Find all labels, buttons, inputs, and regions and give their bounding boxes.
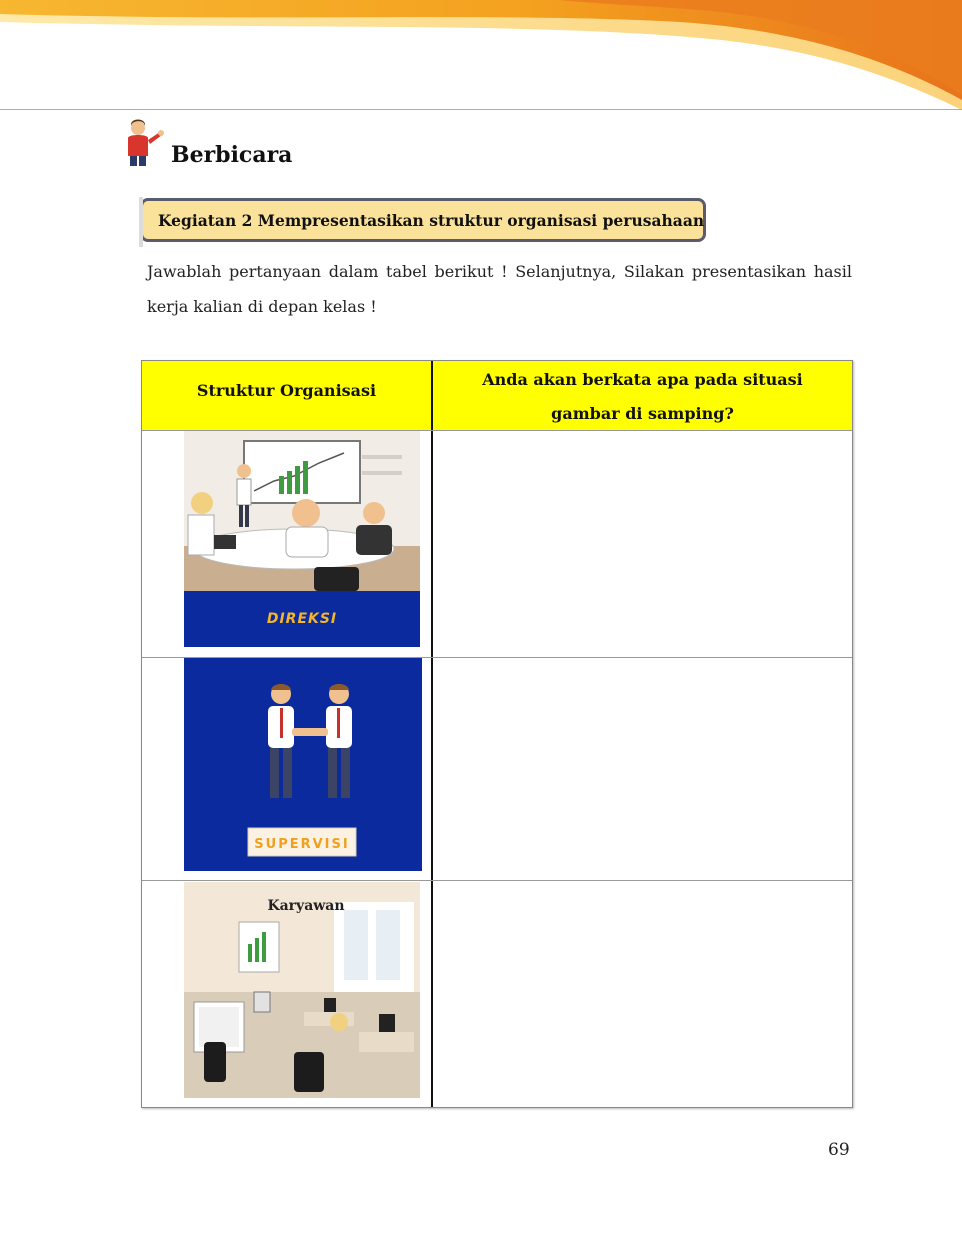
page-number: 69 [828,1140,850,1160]
activity-banner [140,198,706,242]
column-divider [431,361,433,1107]
header-structure-label: Struktur Organisasi [196,381,377,400]
instruction-paragraph: Jawablah pertanyaan dalam tabel berikut ! Selanjutnya, Silakan presentasikan hasil kerja kalian di depan kelas ! [147,262,852,316]
karyawan-office-illustration [184,882,420,1098]
activity-label: Kegiatan 2 Mempresentasikan struktur organisasi perusahaan [158,211,705,230]
karyawan-caption: Karyawan [267,898,345,914]
direksi-caption: DIREKSI [266,611,338,627]
header-structure [142,361,431,430]
direksi-meeting-illustration [184,431,420,647]
row-divider [142,880,852,881]
header-question [433,361,852,430]
supervisi-handshake-illustration [184,658,422,871]
presenter-person-icon [120,118,168,168]
header-question-line1: Anda akan berkata apa pada situasi [482,370,803,389]
top-banner [0,0,962,115]
header-question-line2: gambar di samping? [551,404,734,423]
section-title: Berbicara [171,142,293,168]
organization-table [141,360,853,1108]
header-rule [0,109,962,110]
supervisi-caption: SUPERVISI [254,837,350,852]
header-question-label [433,363,852,431]
